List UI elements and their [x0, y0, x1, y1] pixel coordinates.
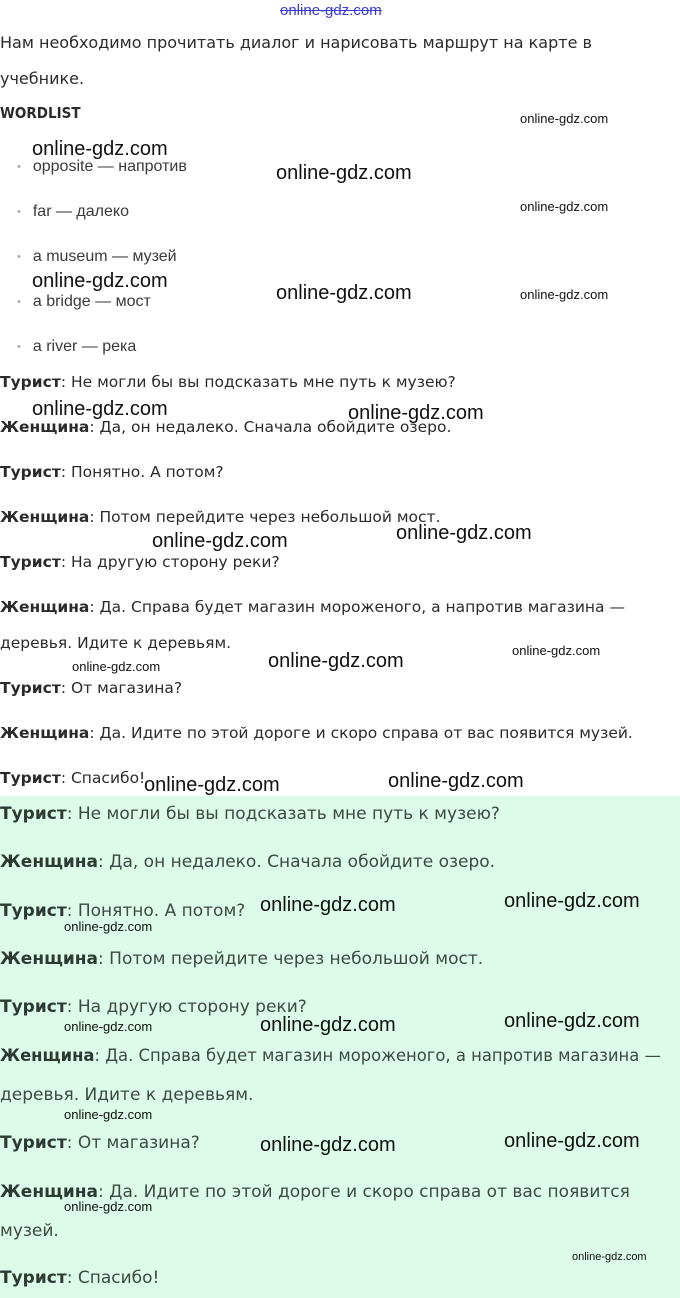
wordlist-item: • far — далеко — [17, 203, 129, 221]
watermark: online-gdz.com — [348, 402, 484, 424]
watermark: online-gdz.com — [268, 650, 404, 672]
dialogue-line: Женщина: Потом перейдите через небольшой мост. — [0, 508, 441, 526]
speaker-label: Турист — [0, 553, 61, 571]
dialogue-text: Понятно. А потом? — [70, 463, 224, 481]
watermark: online-gdz.com — [572, 1251, 647, 1263]
wordlist-item: • a river — река — [17, 338, 136, 356]
watermark: online-gdz.com — [504, 1130, 640, 1152]
watermark: online-gdz.com — [520, 111, 609, 126]
watermark: online-gdz.com — [520, 287, 609, 302]
speaker-label: Женщина — [0, 1182, 99, 1202]
speaker-label: Турист — [0, 769, 61, 787]
answer-text: От магазина? — [77, 1133, 200, 1153]
wordlist-item: • a bridge — мост — [17, 293, 151, 311]
dialogue-text: На другую сторону реки? — [70, 553, 280, 571]
dialogue-line: Турист: Понятно. А потом? — [0, 463, 224, 481]
dialogue-text: Потом перейдите через небольшой мост. — [99, 508, 441, 526]
dialogue-line: Женщина: Да, он недалеко. Сначала обойдите озеро. — [0, 418, 452, 436]
watermark: online-gdz.com — [520, 199, 609, 214]
watermark: online-gdz.com — [64, 1199, 153, 1214]
intro-line-1: Нам необходимо прочитать диалог и нарисовать маршрут на карте в — [0, 33, 592, 52]
speaker-label: Турист — [0, 373, 61, 391]
answer-text: Спасибо! — [77, 1268, 160, 1288]
speaker-label: Турист — [0, 463, 61, 481]
watermark: online-gdz.com — [32, 398, 168, 420]
top-watermark: online-gdz.com — [280, 2, 382, 19]
answer-line: Женщина: Да, он недалеко. Сначала обойдите озеро. — [0, 852, 496, 872]
answer-line: Турист: От магазина? — [0, 1133, 200, 1153]
speaker-label: Турист — [0, 901, 67, 921]
dialogue-line: Турист: Не могли бы вы подсказать мне путь к музею? — [0, 373, 456, 391]
watermark: online-gdz.com — [260, 1014, 396, 1036]
speaker-label: Турист — [0, 804, 67, 824]
answer-line-continuation: деревья. Идите к деревьям. — [0, 1085, 254, 1105]
wordlist-heading: WORDLIST — [0, 104, 81, 122]
watermark: online-gdz.com — [276, 282, 412, 304]
watermark: online-gdz.com — [64, 919, 153, 934]
answer-text: Потом перейдите через небольшой мост. — [109, 949, 484, 969]
answer-text: Понятно. А потом? — [77, 901, 246, 921]
answer-text: Не могли бы вы подсказать мне путь к музею? — [77, 804, 500, 824]
wordlist-item: • opposite — напротив — [17, 158, 187, 176]
watermark: online-gdz.com — [144, 774, 280, 796]
wordlist-item: • a museum — музей — [17, 248, 177, 266]
watermark: online-gdz.com — [504, 890, 640, 912]
answer-line: Женщина: Потом перейдите через небольшой мост. — [0, 949, 484, 969]
answer-line: Женщина: Да. Идите по этой дороге и скоро справа от вас появится — [0, 1182, 630, 1202]
intro-line-2: учебнике. — [0, 69, 85, 88]
answer-text: Да. Справа будет магазин мороженого, а напротив магазина — — [105, 1046, 661, 1065]
dialogue-text: Не могли бы вы подсказать мне путь к музею? — [70, 373, 456, 391]
watermark: online-gdz.com — [276, 162, 412, 184]
answer-text: Да. Идите по этой дороге и скоро справа от вас появится — [109, 1182, 630, 1202]
answer-text: Да, он недалеко. Сначала обойдите озеро. — [109, 852, 496, 872]
answer-line-continuation: музей. — [0, 1221, 59, 1241]
speaker-label: Женщина — [0, 418, 90, 436]
speaker-label: Турист — [0, 1268, 67, 1288]
dialogue-text: Да. Справа будет магазин мороженого, а напротив магазина — — [99, 598, 625, 616]
watermark: online-gdz.com — [72, 659, 161, 674]
watermark: online-gdz.com — [32, 270, 168, 292]
dialogue-line: Турист: От магазина? — [0, 679, 183, 697]
speaker-label: Турист — [0, 1133, 67, 1153]
watermark: online-gdz.com — [504, 1010, 640, 1032]
speaker-label: Женщина — [0, 724, 90, 742]
answer-line: Женщина: Да. Справа будет магазин мороженого, а напротив магазина — — [0, 1046, 661, 1065]
dialogue-line-continuation: деревья. Идите к деревьям. — [0, 634, 232, 652]
dialogue-text: Да, он недалеко. Сначала обойдите озеро. — [99, 418, 452, 436]
dialogue-text: Спасибо! — [70, 769, 146, 787]
dialogue-text: От магазина? — [70, 679, 183, 697]
dialogue-line: Турист: На другую сторону реки? — [0, 553, 280, 571]
speaker-label: Женщина — [0, 949, 99, 969]
speaker-label: Турист — [0, 679, 61, 697]
watermark: online-gdz.com — [260, 894, 396, 916]
watermark: online-gdz.com — [64, 1019, 153, 1034]
dialogue-line: Женщина: Да. Идите по этой дороге и скоро справа от вас появится музей. — [0, 724, 633, 742]
dialogue-line: Турист: Спасибо! — [0, 769, 146, 787]
answer-line: Турист: На другую сторону реки? — [0, 997, 307, 1017]
answer-line: Турист: Спасибо! — [0, 1268, 160, 1288]
watermark: online-gdz.com — [152, 530, 288, 552]
dialogue-line: Женщина: Да. Справа будет магазин мороженого, а напротив магазина — — [0, 598, 625, 616]
watermark: online-gdz.com — [512, 643, 601, 658]
speaker-label: Женщина — [0, 598, 90, 616]
dialogue-text: Да. Идите по этой дороге и скоро справа от вас появится музей. — [99, 724, 633, 742]
watermark: online-gdz.com — [396, 522, 532, 544]
speaker-label: Женщина — [0, 508, 90, 526]
watermark: online-gdz.com — [260, 1134, 396, 1156]
answer-text: На другую сторону реки? — [77, 997, 307, 1017]
answer-line: Турист: Понятно. А потом? — [0, 901, 246, 921]
watermark: online-gdz.com — [64, 1107, 153, 1122]
speaker-label: Турист — [0, 997, 67, 1017]
watermark: online-gdz.com — [388, 770, 524, 792]
answer-line: Турист: Не могли бы вы подсказать мне путь к музею? — [0, 804, 500, 824]
watermark: online-gdz.com — [32, 138, 168, 160]
speaker-label: Женщина — [0, 1046, 95, 1065]
speaker-label: Женщина — [0, 852, 99, 872]
